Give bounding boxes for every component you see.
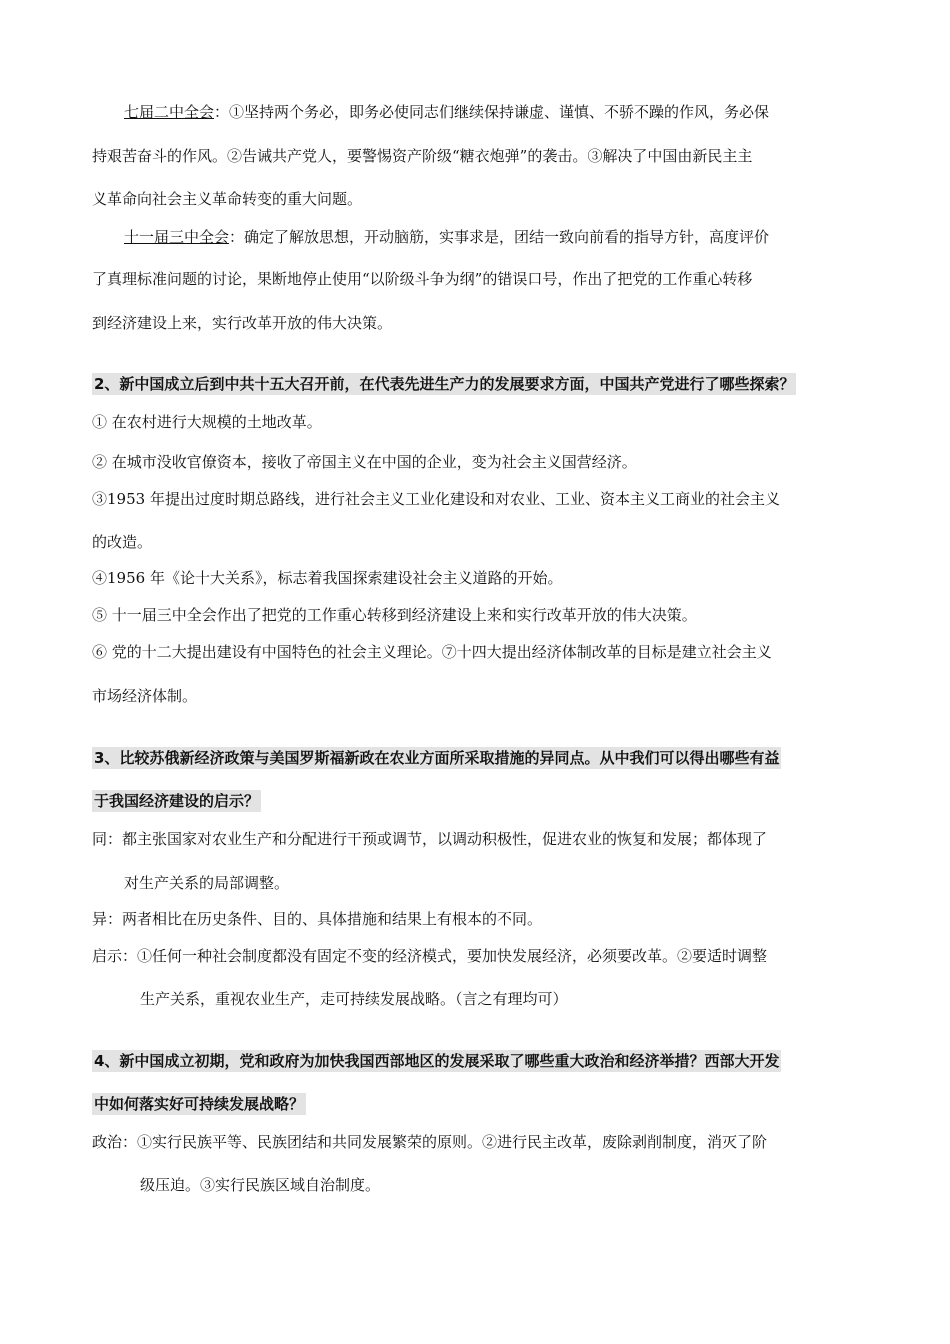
answer-text: ①实行民族平等、民族团结和共同发展繁荣的原则。②进行民主改革，废除剥削制度，消灭了阶: [137, 1133, 768, 1151]
list-item: ⑥ 党的十二大提出建设有中国特色的社会主义理论。⑦十四大提出经济体制改革的目标是建立社会主义: [92, 643, 772, 661]
paragraph-line: 持艰苦奋斗的作风。②告诫共产党人，要警惕资产阶级“糖衣炮弹”的袭击。③解决了中国由新民主主: [92, 147, 753, 165]
list-item: ② 在城市没收官僚资本，接收了帝国主义在中国的企业，变为社会主义国营经济。: [92, 453, 637, 471]
answer-line: [92, 945, 767, 967]
list-item: 市场经济体制。: [92, 687, 198, 705]
paragraph-line: [124, 226, 769, 248]
paragraph-text: ：确定了解放思想，开动脑筋，实事求是，团结一致向前看的指导方针，高度评价: [229, 228, 770, 246]
answer-line: [92, 908, 542, 930]
answer-text: 两者相比在历史条件、目的、具体措施和结果上有根本的不同。: [122, 910, 543, 928]
answer-label-insight: 启示：: [92, 947, 138, 965]
paragraph-line: 了真理标准问题的讨论，果断地停止使用“以阶级斗争为纲”的错误口号，作出了把党的工作重心转移: [92, 270, 753, 288]
meeting-name-7th-2nd-plenum: 七届二中全会: [124, 103, 215, 121]
question-heading-4: 4、新中国成立初期，党和政府为加快我国西部地区的发展采取了哪些重大政治和经济举措？西部大开发: [94, 1052, 780, 1070]
paragraph-line: 到经济建设上来，实行改革开放的伟大决策。: [92, 314, 393, 332]
list-item: ③1953 年提出过度时期总路线，进行社会主义工业化建设和对农业、工业、资本主义工商业的社会主义: [92, 490, 780, 508]
question-heading-3-cont: 于我国经济建设的启示？: [94, 792, 260, 810]
answer-text: 都主张国家对农业生产和分配进行干预或调节，以调动积极性，促进农业的恢复和发展；都体现了: [122, 830, 768, 848]
question-heading-2: 2、新中国成立后到中共十五大召开前，在代表先进生产力的发展要求方面，中国共产党进行了哪些探索？: [94, 375, 795, 393]
answer-line: 生产关系，重视农业生产，走可持续发展战略。（言之有理均可）: [140, 990, 568, 1008]
answer-line: 对生产关系的局部调整。: [124, 874, 290, 892]
meeting-name-11th-3rd-plenum: 十一届三中全会: [124, 228, 230, 246]
paragraph-line: 义革命向社会主义革命转变的重大问题。: [92, 190, 363, 208]
answer-line: [92, 1131, 767, 1153]
question-heading-4-cont: 中如何落实好可持续发展战略？: [94, 1095, 305, 1113]
answer-label-same: 同：: [92, 830, 123, 848]
list-item: 的改造。: [92, 533, 153, 551]
list-item: ④1956 年《论十大关系》，标志着我国探索建设社会主义道路的开始。: [92, 569, 563, 587]
answer-text: ①任何一种社会制度都没有固定不变的经济模式，要加快发展经济，必须要改革。②要适时调整: [137, 947, 768, 965]
question-heading-3: 3、比较苏俄新经济政策与美国罗斯福新政在农业方面所采取措施的异同点。从中我们可以得出哪些有益: [94, 749, 780, 767]
paragraph-text: ：①坚持两个务必，即务必使同志们继续保持谦虚、谨慎、不骄不躁的作风，务必保: [214, 103, 770, 121]
list-item: ⑤ 十一届三中全会作出了把党的工作重心转移到经济建设上来和实行改革开放的伟大决策。: [92, 606, 697, 624]
answer-line: 级压迫。③实行民族区域自治制度。: [140, 1176, 381, 1194]
answer-label-politics: 政治：: [92, 1133, 138, 1151]
list-item: ① 在农村进行大规模的土地改革。: [92, 413, 322, 431]
paragraph-line: [124, 101, 769, 123]
answer-label-diff: 异：: [92, 910, 123, 928]
answer-line: [92, 828, 767, 850]
